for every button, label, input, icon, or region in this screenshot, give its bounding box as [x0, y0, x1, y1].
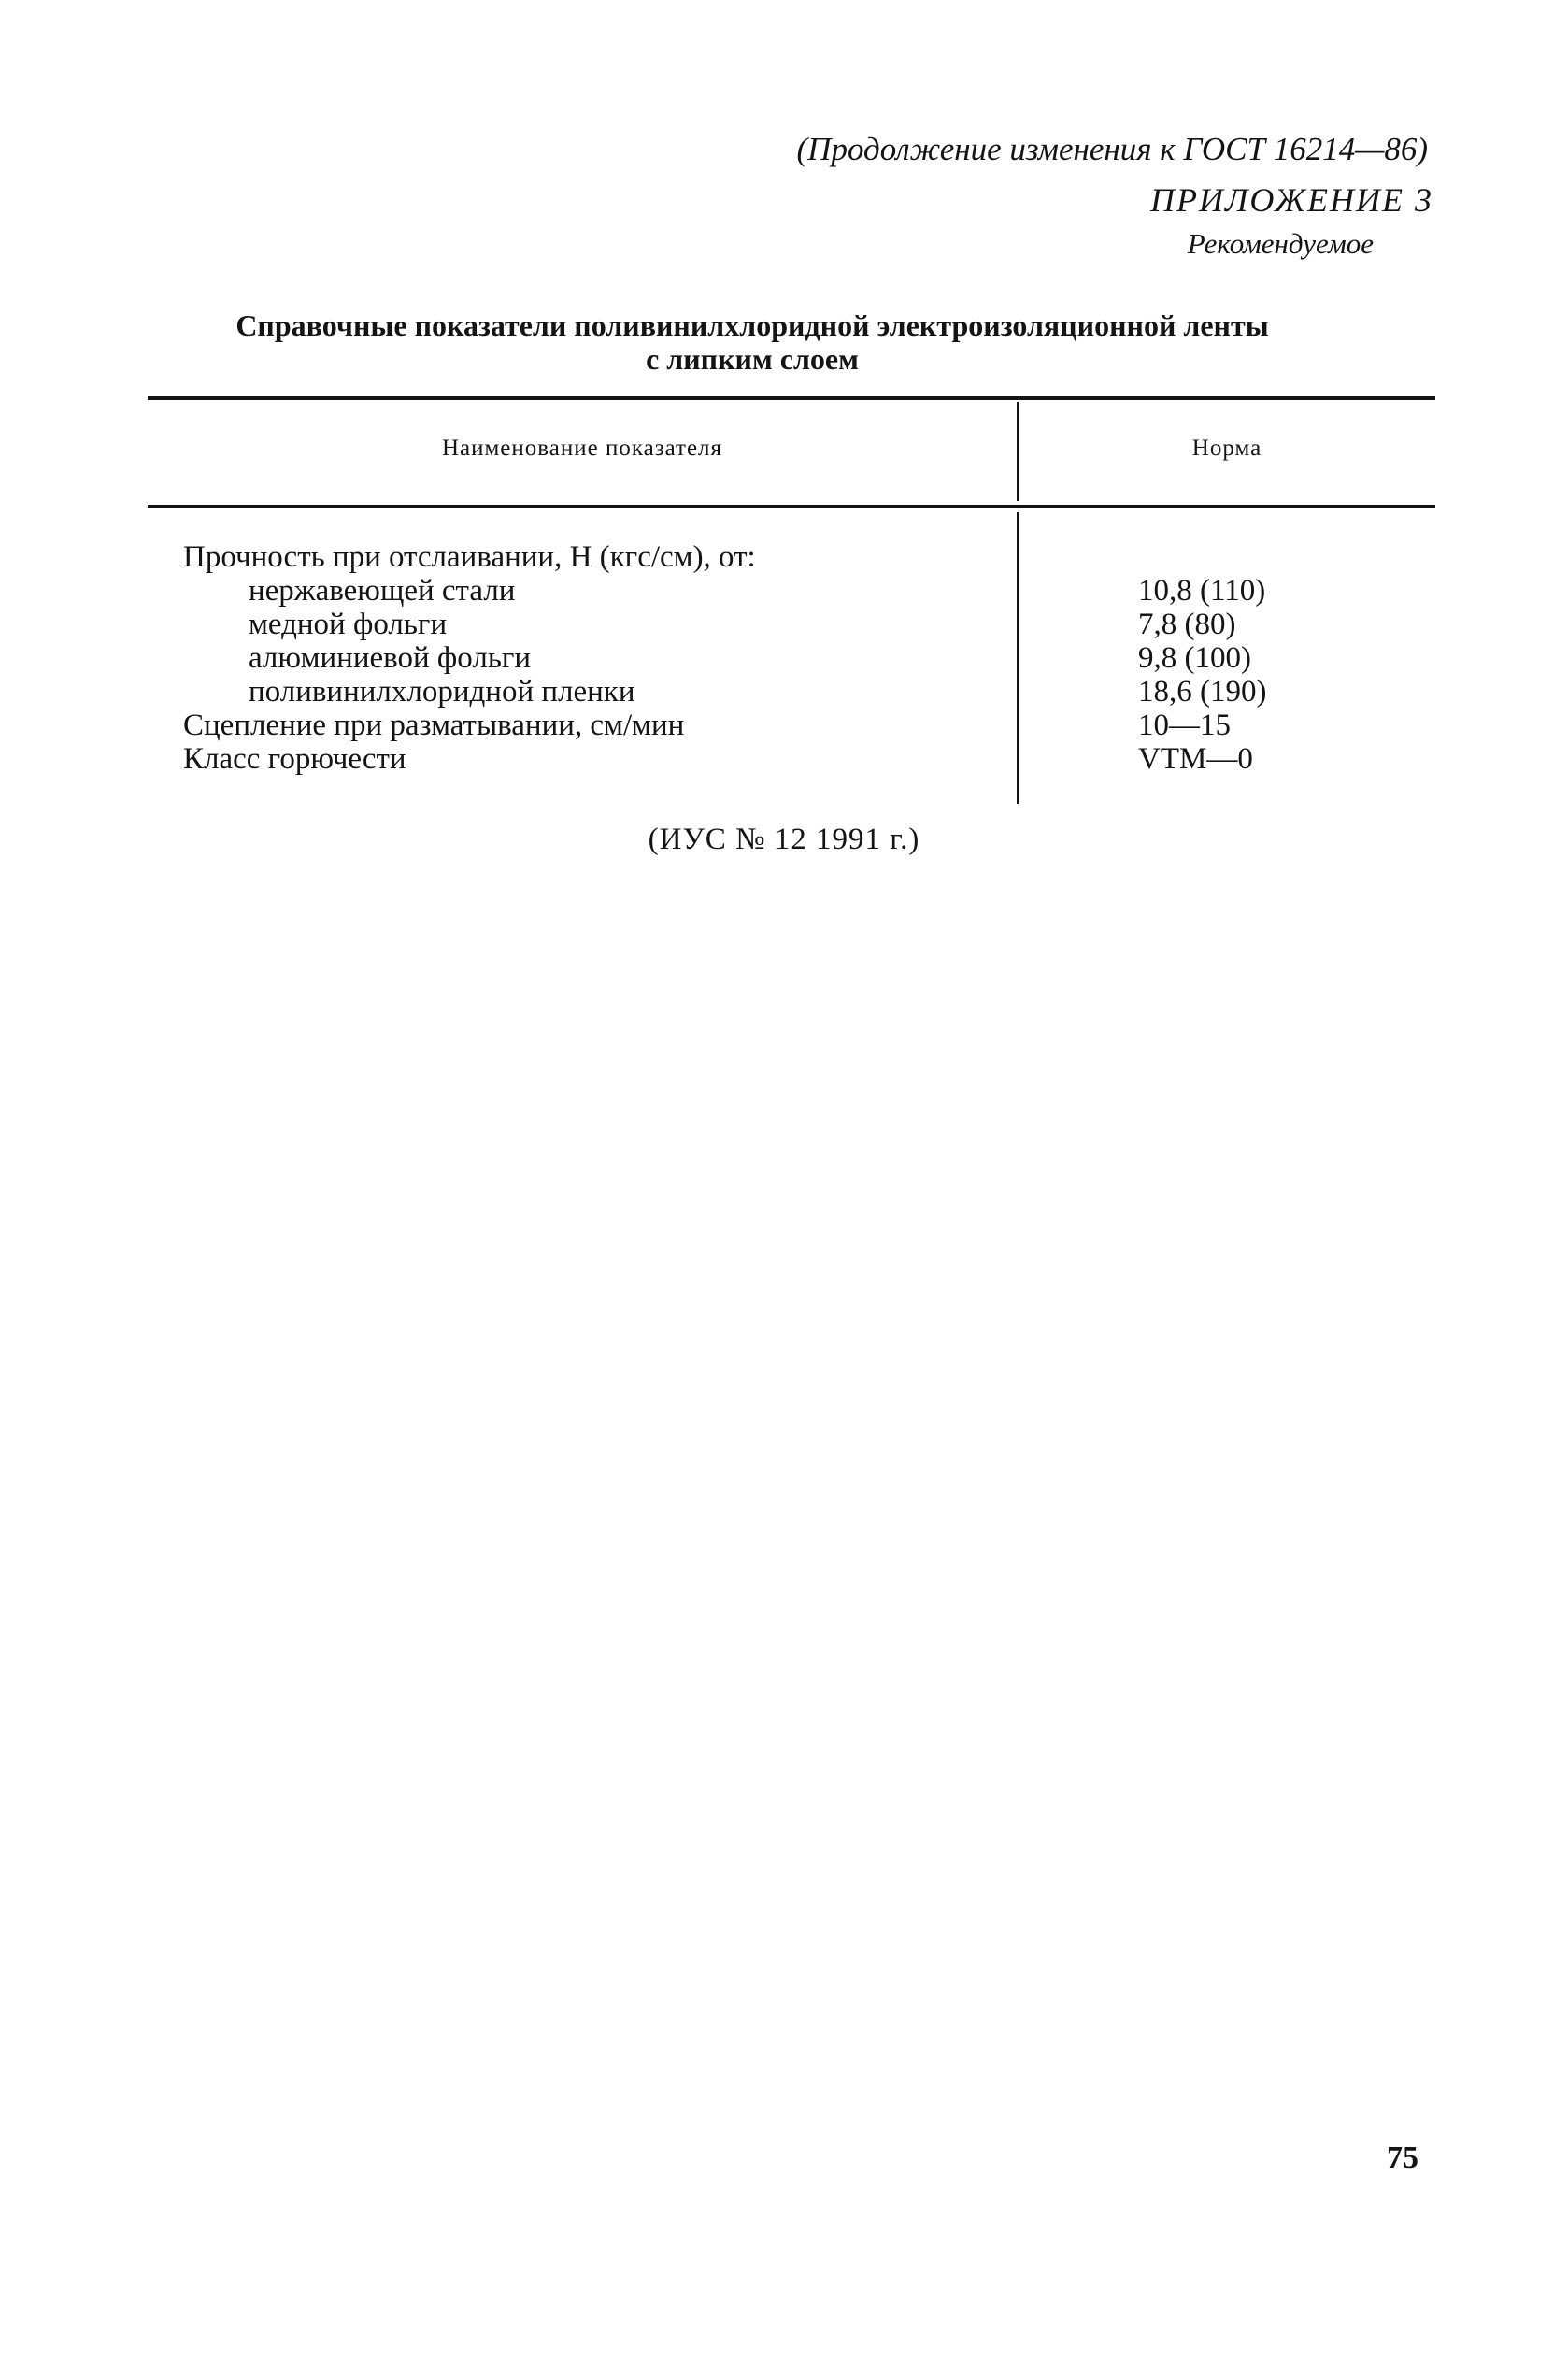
source-reference: (ИУС № 12 1991 г.): [648, 823, 920, 856]
row-value: 10,8 (110): [1138, 574, 1266, 608]
table-row-flammability-class: [0, 742, 1568, 776]
row-name: нержавеющей стали: [249, 574, 516, 608]
table-row-unwind-adhesion: [0, 709, 1568, 742]
row-value: 9,8 (100): [1138, 641, 1251, 675]
row-name: Сцепление при разматывании, см/мин: [183, 709, 685, 742]
row-name: поливинилхлоридной пленки: [249, 675, 635, 709]
appendix-status: Рекомендуемое: [1187, 227, 1374, 260]
row-value: 7,8 (80): [1138, 608, 1236, 641]
table-row-pvc-film: [0, 675, 1568, 709]
table-header-rule: [148, 505, 1435, 508]
table-top-rule: [148, 396, 1435, 400]
row-value: 18,6 (190): [1138, 675, 1267, 709]
table-row-peel-strength: [0, 540, 1568, 574]
table-row-aluminium-foil: [0, 641, 1568, 675]
table-body: [0, 540, 1568, 776]
row-value: VTM—0: [1138, 742, 1253, 776]
column-header-name: Наименование показателя: [441, 436, 723, 461]
column-header-norm: Норма: [1191, 436, 1262, 461]
document-title: [140, 308, 1364, 376]
row-name: медной фольги: [249, 608, 448, 641]
page-number: 75: [1387, 2141, 1418, 2175]
row-name: Прочность при отслаивании, Н (кгс/см), от:: [183, 540, 756, 574]
table-row-copper-foil: [0, 608, 1568, 641]
row-value: 10—15: [1138, 709, 1231, 742]
document-title-line-1: Справочные показатели поливинилхлоридной электроизоляционной ленты: [235, 308, 1269, 342]
table-row-stainless-steel: [0, 574, 1568, 608]
appendix-label: ПРИЛОЖЕНИЕ 3: [1150, 181, 1433, 219]
row-name: алюминиевой фольги: [249, 641, 532, 675]
document-title-line-2: с липким слоем: [646, 342, 859, 376]
continuation-note: (Продолжение изменения к ГОСТ 16214—86): [796, 131, 1428, 167]
row-name: Класс горючести: [183, 742, 406, 776]
